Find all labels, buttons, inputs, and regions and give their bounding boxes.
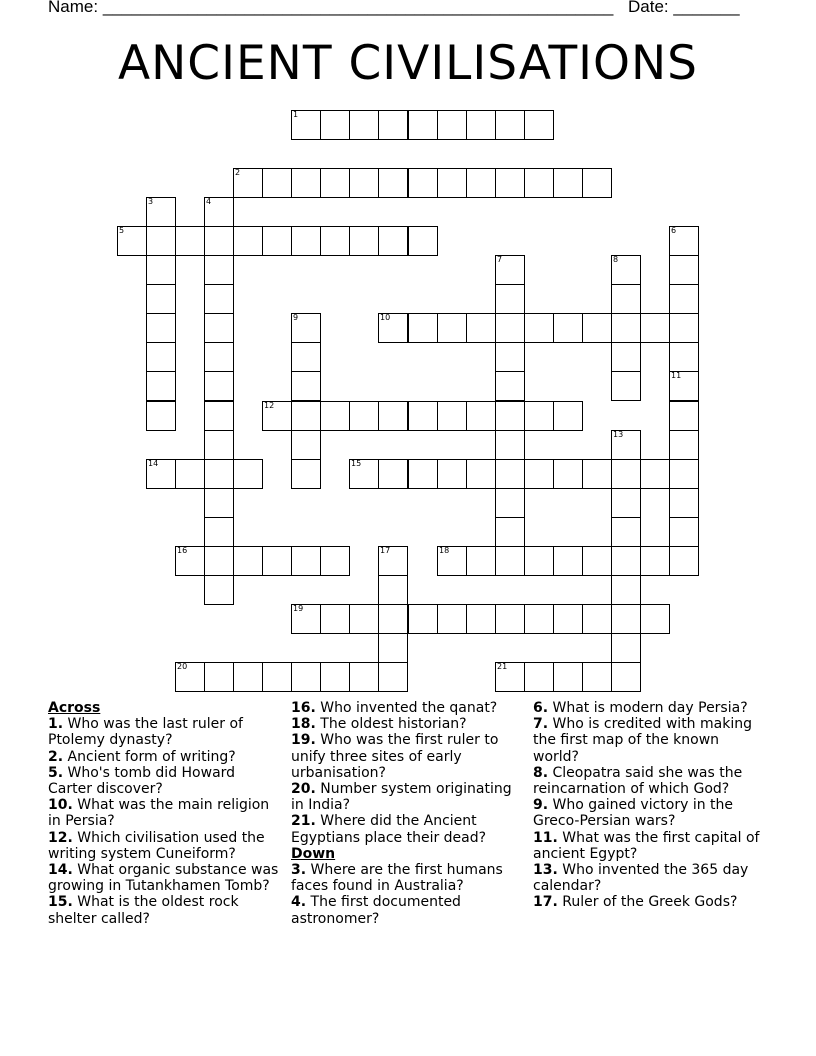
grid-cell[interactable] (146, 197, 176, 227)
grid-cell[interactable] (262, 226, 292, 256)
grid-cell[interactable] (553, 546, 583, 576)
grid-cell[interactable] (611, 371, 641, 401)
grid-cell[interactable] (582, 604, 612, 634)
grid-cell[interactable] (291, 546, 321, 576)
grid-cell[interactable] (495, 546, 525, 576)
grid-cell[interactable] (408, 459, 438, 489)
clue-number-label: 4 (206, 197, 212, 206)
grid-cell[interactable] (669, 488, 699, 518)
grid-cell[interactable] (204, 371, 234, 401)
clue-across-19 (291, 732, 527, 781)
page-title: ANCIENT CIVILISATIONS (118, 36, 698, 91)
clue-number: 2. (48, 748, 64, 765)
clue-number: 11. (533, 829, 558, 846)
clue-number-label: 12 (264, 401, 275, 410)
clue-across-18 (291, 716, 527, 732)
grid-cell[interactable] (466, 604, 496, 634)
grid-cell[interactable] (495, 604, 525, 634)
grid-cell[interactable] (582, 168, 612, 198)
grid-cell[interactable] (378, 401, 408, 431)
grid-cell[interactable] (378, 546, 408, 576)
grid-cell[interactable] (320, 662, 350, 692)
grid-cell[interactable] (291, 662, 321, 692)
grid-cell[interactable] (320, 604, 350, 634)
grid-cell[interactable] (466, 313, 496, 343)
grid-cell[interactable] (437, 110, 467, 140)
grid-cell[interactable] (146, 371, 176, 401)
grid-cell[interactable] (291, 371, 321, 401)
grid-cell[interactable] (349, 110, 379, 140)
grid-cell[interactable] (495, 168, 525, 198)
clue-text: What is the oldest rock shelter called? (48, 894, 239, 927)
clue-number-label: 16 (177, 546, 188, 555)
clue-text: Where are the first humans faces found in Australia? (291, 862, 503, 895)
grid-cell[interactable] (320, 546, 350, 576)
grid-cell[interactable] (495, 517, 525, 547)
grid-cell[interactable] (175, 226, 205, 256)
clue-number-label: 20 (177, 662, 188, 671)
clue-across-21 (291, 813, 527, 845)
clue-down-13 (533, 862, 769, 894)
clue-number-label: 13 (613, 430, 624, 439)
grid-cell[interactable] (204, 342, 234, 372)
clue-down-17 (533, 894, 769, 910)
clues-column-1 (48, 700, 283, 927)
grid-cell[interactable] (611, 284, 641, 314)
clue-number: 21. (291, 813, 316, 830)
clue-number: 18. (291, 716, 316, 733)
clues-column-3 (533, 700, 769, 911)
grid-cell[interactable] (408, 313, 438, 343)
grid-cell[interactable] (146, 342, 176, 372)
grid-cell[interactable] (291, 459, 321, 489)
clue-across-15 (48, 894, 283, 926)
clue-number: 3. (291, 862, 307, 879)
grid-cell[interactable] (291, 342, 321, 372)
grid-cell[interactable] (291, 110, 321, 140)
grid-cell[interactable] (146, 226, 176, 256)
grid-cell[interactable] (408, 401, 438, 431)
grid-cell[interactable] (553, 662, 583, 692)
clue-number-label: 9 (293, 313, 299, 322)
clue-across-1 (48, 716, 283, 748)
grid-cell[interactable] (466, 168, 496, 198)
clue-text: Which civilisation used the writing system Cuneiform? (48, 829, 265, 862)
grid-cell[interactable] (582, 313, 612, 343)
grid-cell[interactable] (611, 342, 641, 372)
grid-cell[interactable] (669, 255, 699, 285)
grid-cell[interactable] (611, 662, 641, 692)
clue-text: What is modern day Persia? (552, 700, 748, 716)
grid-cell[interactable] (204, 546, 234, 576)
clue-text: The oldest historian? (320, 716, 467, 733)
grid-cell[interactable] (553, 168, 583, 198)
clue-text: Who invented the 365 day calendar? (533, 862, 749, 895)
grid-cell[interactable] (204, 459, 234, 489)
clue-number: 12. (48, 829, 73, 846)
grid-cell[interactable] (640, 313, 670, 343)
clue-number: 14. (48, 862, 73, 879)
grid-cell[interactable] (204, 488, 234, 518)
clue-number: 9. (533, 797, 549, 814)
grid-cell[interactable] (204, 430, 234, 460)
grid-cell[interactable] (495, 110, 525, 140)
grid-cell[interactable] (495, 313, 525, 343)
grid-cell[interactable] (437, 546, 467, 576)
grid-cell[interactable] (175, 662, 205, 692)
grid-cell[interactable] (204, 313, 234, 343)
clue-across-5 (48, 765, 283, 797)
clue-text: The first documented astronomer? (291, 894, 461, 927)
grid-cell[interactable] (262, 401, 292, 431)
grid-cell[interactable] (466, 110, 496, 140)
clue-number-label: 15 (351, 459, 362, 468)
clue-down-7 (533, 716, 769, 765)
clue-down-9 (533, 797, 769, 829)
clue-down-3 (291, 862, 527, 894)
grid-cell[interactable] (408, 110, 438, 140)
grid-cell[interactable] (320, 110, 350, 140)
clue-number-label: 6 (671, 226, 677, 235)
grid-cell[interactable] (349, 459, 379, 489)
grid-cell[interactable] (233, 226, 263, 256)
grid-cell[interactable] (495, 459, 525, 489)
grid-cell[interactable] (233, 546, 263, 576)
grid-cell[interactable] (524, 401, 554, 431)
clue-down-6 (533, 700, 769, 716)
grid-cell[interactable] (495, 284, 525, 314)
grid-cell[interactable] (378, 575, 408, 605)
grid-cell[interactable] (466, 546, 496, 576)
grid-cell[interactable] (204, 517, 234, 547)
clue-text: What was the main religion in Persia? (48, 797, 270, 830)
grid-cell[interactable] (146, 401, 176, 431)
grid-cell[interactable] (437, 604, 467, 634)
clue-text: Cleopatra said she was the reincarnation of which God? (533, 764, 743, 798)
grid-cell[interactable] (582, 662, 612, 692)
clues-column-2 (291, 700, 527, 927)
clue-number-label: 10 (380, 313, 391, 322)
clue-number: 19. (291, 732, 316, 749)
grid-cell[interactable] (408, 226, 438, 256)
grid-cell[interactable] (553, 313, 583, 343)
grid-cell[interactable] (495, 662, 525, 692)
grid-cell[interactable] (378, 633, 408, 663)
grid-cell[interactable] (349, 401, 379, 431)
grid-cell[interactable] (320, 226, 350, 256)
grid-cell[interactable] (669, 459, 699, 489)
clue-text: Who invented the qanat? (320, 700, 498, 716)
clue-number: 4. (291, 894, 307, 911)
grid-cell[interactable] (204, 401, 234, 431)
grid-cell[interactable] (495, 488, 525, 518)
grid-cell[interactable] (524, 546, 554, 576)
grid-cell[interactable] (495, 430, 525, 460)
grid-cell[interactable] (669, 342, 699, 372)
grid-cell[interactable] (611, 430, 641, 460)
grid-cell[interactable] (466, 459, 496, 489)
grid-cell[interactable] (524, 604, 554, 634)
grid-cell[interactable] (640, 546, 670, 576)
clue-number: 8. (533, 764, 549, 781)
grid-cell[interactable] (611, 459, 641, 489)
clue-down-4 (291, 894, 527, 926)
grid-cell[interactable] (669, 284, 699, 314)
clue-text: Who was the last ruler of Ptolemy dynasty? (48, 716, 243, 749)
grid-cell[interactable] (524, 110, 554, 140)
clue-number: 13. (533, 862, 558, 879)
grid-cell[interactable] (611, 488, 641, 518)
grid-cell[interactable] (495, 342, 525, 372)
clue-text: What organic substance was growing in Tutankhamen Tomb? (48, 862, 279, 895)
clue-number-label: 2 (235, 168, 241, 177)
grid-cell[interactable] (262, 662, 292, 692)
grid-cell[interactable] (146, 284, 176, 314)
clue-number-label: 11 (671, 371, 682, 380)
grid-cell[interactable] (524, 459, 554, 489)
grid-cell[interactable] (204, 226, 234, 256)
clue-number-label: 8 (613, 255, 619, 264)
clue-number: 20. (291, 781, 316, 798)
grid-cell[interactable] (611, 255, 641, 285)
down-heading: Down (291, 845, 336, 862)
grid-cell[interactable] (175, 546, 205, 576)
clue-number-label: 7 (497, 255, 503, 264)
clue-text: Who was the first ruler to unify three sites of early urbanisation? (291, 732, 499, 781)
name-line: ______________________________________________________ (102, 0, 614, 16)
clue-number: 7. (533, 716, 549, 733)
grid-cell[interactable] (582, 459, 612, 489)
grid-cell[interactable] (378, 110, 408, 140)
grid-cell[interactable] (640, 459, 670, 489)
grid-cell[interactable] (204, 575, 234, 605)
grid-cell[interactable] (437, 168, 467, 198)
clue-number-label: 14 (148, 459, 159, 468)
grid-cell[interactable] (669, 517, 699, 547)
clue-text: Ancient form of writing? (67, 748, 236, 765)
grid-cell[interactable] (378, 168, 408, 198)
date-line: _______ (673, 0, 740, 16)
grid-cell[interactable] (262, 168, 292, 198)
clue-number-label: 5 (119, 226, 125, 235)
grid-cell[interactable] (175, 459, 205, 489)
grid-cell[interactable] (320, 168, 350, 198)
grid-cell[interactable] (291, 313, 321, 343)
grid-cell[interactable] (495, 371, 525, 401)
clue-number: 16. (291, 700, 316, 716)
clue-across-10 (48, 797, 283, 829)
grid-cell[interactable] (495, 401, 525, 431)
grid-cell[interactable] (524, 662, 554, 692)
clue-across-14 (48, 862, 283, 894)
clue-text: Who gained victory in the Greco-Persian wars? (533, 797, 734, 830)
clue-number: 15. (48, 894, 73, 911)
clue-number-label: 3 (148, 197, 154, 206)
grid-cell[interactable] (204, 197, 234, 227)
grid-cell[interactable] (233, 459, 263, 489)
grid-cell[interactable] (204, 662, 234, 692)
clue-number-label: 1 (293, 110, 299, 119)
grid-cell[interactable] (378, 662, 408, 692)
grid-cell[interactable] (466, 401, 496, 431)
grid-cell[interactable] (669, 226, 699, 256)
clue-text: Where did the Ancient Egyptians place their dead? (291, 813, 487, 846)
grid-cell[interactable] (233, 168, 263, 198)
clue-down-11 (533, 830, 769, 862)
clue-number: 5. (48, 764, 64, 781)
name-label: Name: (48, 0, 99, 16)
grid-cell[interactable] (611, 517, 641, 547)
grid-cell[interactable] (408, 168, 438, 198)
grid-cell[interactable] (291, 168, 321, 198)
clue-text: Number system originating in India? (291, 781, 512, 814)
grid-cell[interactable] (378, 604, 408, 634)
clue-across-12 (48, 830, 283, 862)
grid-cell[interactable] (291, 226, 321, 256)
grid-cell[interactable] (349, 168, 379, 198)
clue-across-16 (291, 700, 527, 716)
grid-cell[interactable] (408, 604, 438, 634)
date-label: Date: (628, 0, 669, 16)
clue-text: Ruler of the Greek Gods? (562, 894, 738, 911)
grid-cell[interactable] (669, 430, 699, 460)
clue-down-8 (533, 765, 769, 797)
grid-cell[interactable] (640, 604, 670, 634)
grid-cell[interactable] (291, 604, 321, 634)
grid-cell[interactable] (611, 575, 641, 605)
grid-cell[interactable] (437, 459, 467, 489)
grid-cell[interactable] (611, 604, 641, 634)
grid-cell[interactable] (669, 371, 699, 401)
grid-cell[interactable] (553, 604, 583, 634)
grid-cell[interactable] (233, 662, 263, 692)
grid-cell[interactable] (349, 604, 379, 634)
grid-cell[interactable] (349, 226, 379, 256)
grid-cell[interactable] (524, 168, 554, 198)
clue-number: 17. (533, 894, 558, 911)
grid-cell[interactable] (378, 313, 408, 343)
grid-cell[interactable] (669, 401, 699, 431)
grid-cell[interactable] (146, 313, 176, 343)
grid-cell[interactable] (611, 633, 641, 663)
grid-cell[interactable] (553, 401, 583, 431)
grid-cell[interactable] (669, 546, 699, 576)
grid-cell[interactable] (582, 546, 612, 576)
grid-cell[interactable] (378, 459, 408, 489)
clue-number-label: 19 (293, 604, 304, 613)
clue-text: Who is credited with making the first map of the known world? (533, 716, 752, 765)
clue-text: What was the first capital of ancient Egypt? (533, 829, 760, 862)
grid-cell[interactable] (437, 313, 467, 343)
grid-cell[interactable] (320, 401, 350, 431)
grid-cell[interactable] (437, 401, 467, 431)
grid-cell[interactable] (262, 546, 292, 576)
grid-cell[interactable] (146, 255, 176, 285)
grid-cell[interactable] (146, 459, 176, 489)
grid-cell[interactable] (524, 313, 554, 343)
grid-cell[interactable] (553, 459, 583, 489)
clue-number: 1. (48, 716, 64, 733)
clue-across-20 (291, 781, 527, 813)
grid-cell[interactable] (291, 401, 321, 431)
grid-cell[interactable] (291, 430, 321, 460)
clue-across-2 (48, 749, 283, 765)
clue-number-label: 18 (439, 546, 450, 555)
grid-cell[interactable] (378, 226, 408, 256)
grid-cell[interactable] (204, 284, 234, 314)
clue-text: Who's tomb did Howard Carter discover? (48, 764, 236, 798)
clue-number-label: 21 (497, 662, 508, 671)
grid-cell[interactable] (611, 546, 641, 576)
across-heading: Across (48, 700, 101, 716)
clue-number: 10. (48, 797, 73, 814)
grid-cell[interactable] (117, 226, 147, 256)
grid-cell[interactable] (204, 255, 234, 285)
grid-cell[interactable] (495, 255, 525, 285)
grid-cell[interactable] (611, 313, 641, 343)
clue-number-label: 17 (380, 546, 391, 555)
grid-cell[interactable] (349, 662, 379, 692)
clue-number: 6. (533, 700, 549, 716)
grid-cell[interactable] (669, 313, 699, 343)
